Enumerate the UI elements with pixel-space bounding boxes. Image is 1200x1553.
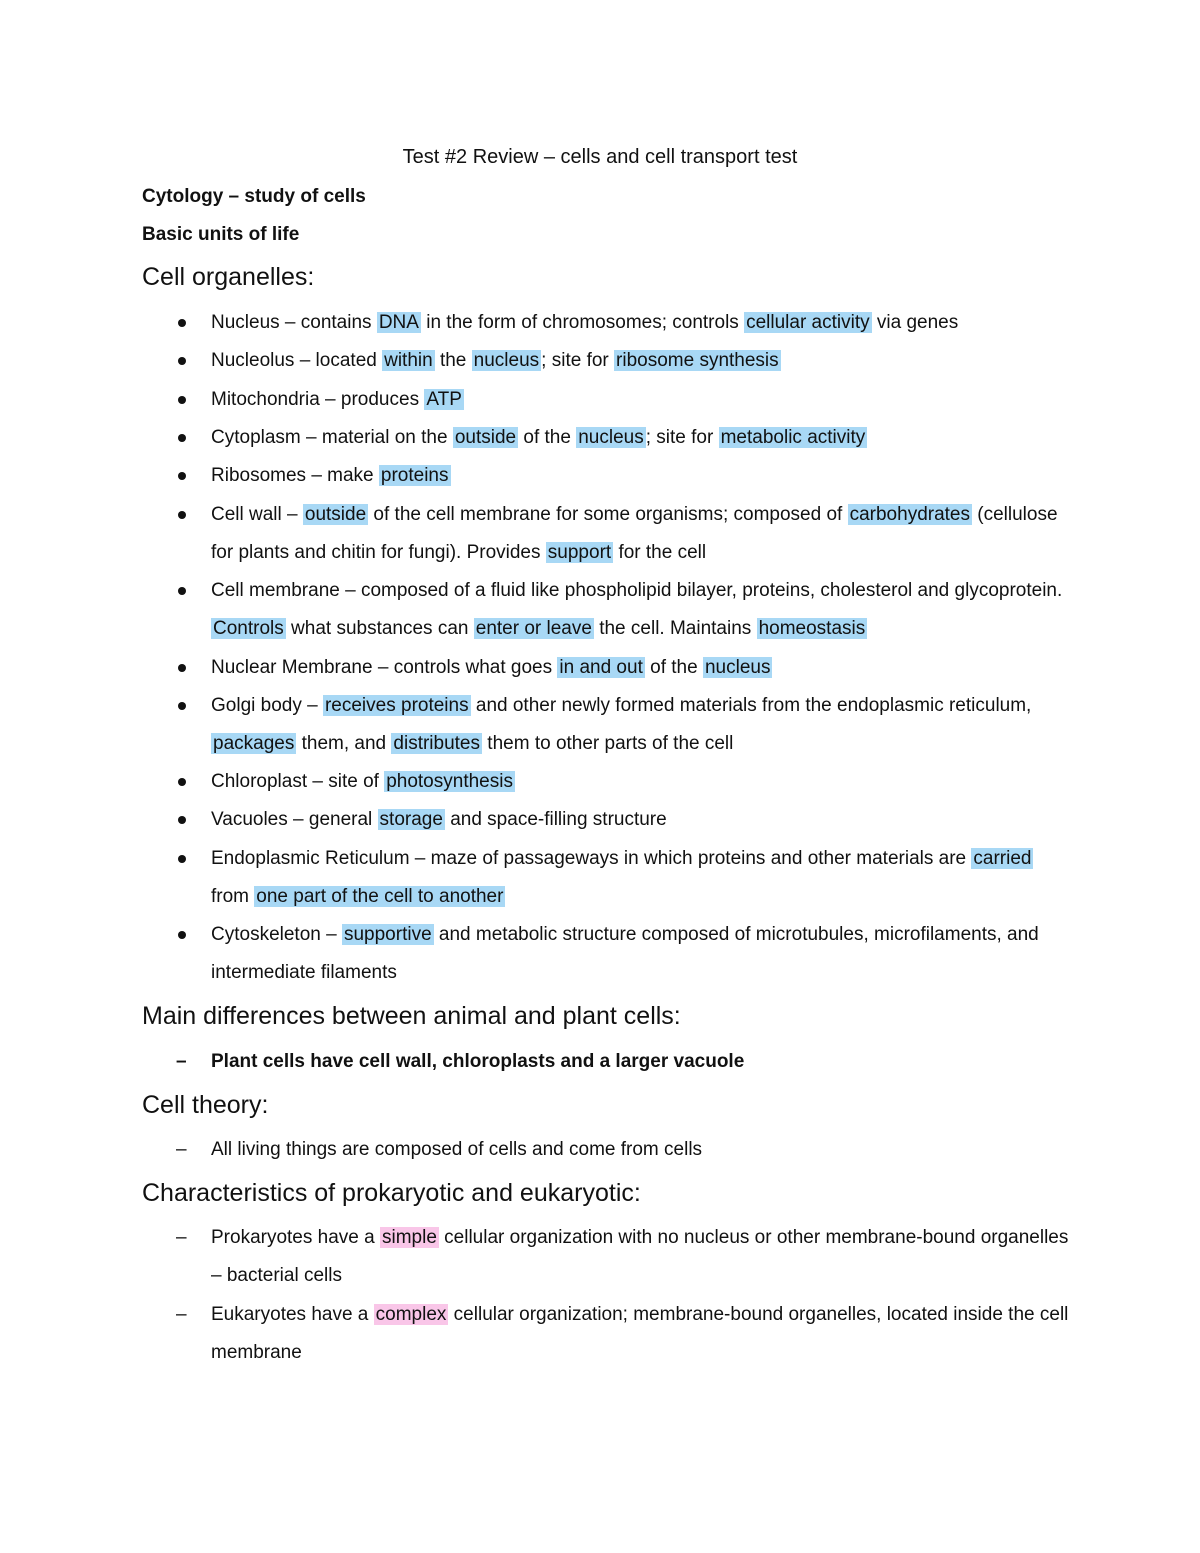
text-segment: Prokaryotes have a bbox=[211, 1227, 380, 1248]
text-segment: Golgi body – bbox=[211, 695, 323, 716]
bullet-icon bbox=[178, 396, 186, 404]
text-segment: and metabolic structure composed of microtubules, microfilaments, and intermediate filaments bbox=[211, 924, 1039, 983]
highlighted-term: nucleus bbox=[473, 350, 540, 371]
text-segment: via genes bbox=[871, 312, 959, 333]
text-segment: Nuclear Membrane – controls what goes bbox=[211, 657, 558, 678]
text-segment: and space-filling structure bbox=[444, 809, 667, 830]
text-segment: of the cell membrane for some organisms; composed of bbox=[368, 504, 848, 525]
list-item-text bbox=[211, 687, 1071, 763]
text-segment: of the bbox=[518, 427, 577, 448]
bullet-icon bbox=[178, 931, 186, 939]
text-segment: cellular organization; membrane-bound organelles, located inside the cell membrane bbox=[211, 1304, 1069, 1363]
list-item-text bbox=[211, 1219, 1071, 1295]
highlighted-term: carbohydrates bbox=[849, 504, 970, 525]
text-segment: (cellulose for plants and chitin for fungi). Provides bbox=[211, 504, 1058, 563]
list-item-text bbox=[211, 916, 1071, 992]
highlighted-term: in and out bbox=[559, 657, 643, 678]
highlighted-term: DNA bbox=[378, 312, 419, 333]
page-title: Test #2 Review – cells and cell transport test bbox=[402, 146, 798, 168]
highlighted-term: distributes bbox=[393, 733, 481, 754]
highlighted-term: nucleus bbox=[578, 427, 644, 448]
text-segment: Chloroplast – site of bbox=[211, 771, 385, 792]
bullet-icon bbox=[178, 816, 186, 824]
text-segment: from bbox=[211, 886, 255, 907]
text-segment: in the form of chromosomes; controls bbox=[420, 312, 745, 333]
list-item-text bbox=[211, 496, 1071, 572]
bullet-icon bbox=[178, 511, 186, 519]
dash-bullet-icon: – bbox=[176, 1139, 187, 1160]
dash-bullet-icon: – bbox=[176, 1051, 187, 1072]
text-segment: the bbox=[434, 350, 472, 371]
bullet-icon bbox=[178, 855, 186, 863]
text-segment: All living things are composed of cells and come from cells bbox=[211, 1139, 703, 1160]
text-segment: Nucleus – contains bbox=[211, 312, 377, 333]
highlighted-term: one part of the cell to another bbox=[256, 886, 504, 907]
text-segment: Vacuoles – general bbox=[211, 809, 378, 830]
text-segment: them to other parts of the cell bbox=[482, 733, 734, 754]
text-segment: Plant cells have cell wall, chloroplasts and a larger vacuole bbox=[211, 1051, 745, 1072]
highlighted-term: storage bbox=[379, 809, 443, 830]
text-segment: ; site for bbox=[645, 427, 719, 448]
highlighted-term: metabolic activity bbox=[720, 427, 866, 448]
bullet-icon bbox=[178, 434, 186, 442]
highlighted-term: outside bbox=[304, 504, 367, 525]
bullet-icon bbox=[178, 472, 186, 480]
text-segment: Cell wall – bbox=[211, 504, 303, 525]
highlighted-term: nucleus bbox=[704, 657, 771, 678]
highlighted-term: photosynthesis bbox=[386, 771, 513, 792]
highlighted-term: ribosome synthesis bbox=[616, 350, 779, 371]
text-segment: Ribosomes – make bbox=[211, 465, 379, 486]
bullet-icon bbox=[178, 357, 186, 365]
characteristics-heading: Characteristics of prokaryotic and eukaryotic: bbox=[142, 1179, 641, 1207]
text-segment: cellular organization with no nucleus or other membrane-bound organelles – bacterial cells bbox=[211, 1227, 1069, 1286]
list-item-text bbox=[211, 649, 1071, 687]
list-item-text bbox=[211, 304, 1071, 342]
basic-units-line: Basic units of life bbox=[142, 224, 300, 245]
bullet-icon bbox=[178, 319, 186, 327]
text-segment: Endoplasmic Reticulum – maze of passageways in which proteins and other materials are bbox=[211, 848, 972, 869]
highlighted-term: receives proteins bbox=[324, 695, 469, 716]
bullet-icon bbox=[178, 664, 186, 672]
highlighted-term: simple bbox=[381, 1227, 437, 1248]
text-segment: Nucleolus – located bbox=[211, 350, 383, 371]
list-item-text bbox=[211, 572, 1071, 648]
highlighted-term: cellular activity bbox=[746, 312, 870, 333]
text-segment: the cell. Maintains bbox=[593, 618, 757, 639]
highlighted-term: outside bbox=[454, 427, 517, 448]
list-item-text bbox=[211, 1043, 1071, 1081]
organelles-heading: Cell organelles: bbox=[142, 263, 315, 291]
text-segment: them, and bbox=[296, 733, 392, 754]
highlighted-term: Controls bbox=[213, 618, 284, 639]
highlighted-term: proteins bbox=[380, 465, 449, 486]
list-item-text bbox=[211, 1131, 1071, 1169]
text-segment: for the cell bbox=[613, 542, 707, 563]
text-segment: Mitochondria – produces bbox=[211, 389, 425, 410]
text-segment: Cytoskeleton – bbox=[211, 924, 342, 945]
highlighted-term: within bbox=[384, 350, 433, 371]
highlighted-term: supportive bbox=[343, 924, 432, 945]
highlighted-term: complex bbox=[375, 1304, 447, 1325]
cytology-definition: Cytology – study of cells bbox=[142, 186, 366, 207]
highlighted-term: packages bbox=[213, 733, 295, 754]
text-segment: Cell membrane – composed of a fluid like phospholipid bilayer, proteins, cholesterol and glycoprotein. bbox=[211, 580, 1063, 601]
text-segment: Cytoplasm – material on the bbox=[211, 427, 453, 448]
list-item-text bbox=[211, 1296, 1071, 1372]
dash-bullet-icon: – bbox=[176, 1304, 187, 1325]
dash-bullet-icon: – bbox=[176, 1227, 187, 1248]
list-item-text bbox=[211, 419, 1071, 457]
cell-theory-heading: Cell theory: bbox=[142, 1091, 269, 1119]
list-item-text bbox=[211, 342, 1071, 380]
text-segment: of the bbox=[644, 657, 703, 678]
highlighted-term: support bbox=[547, 542, 612, 563]
text-segment: and other newly formed materials from the endoplasmic reticulum, bbox=[470, 695, 1032, 716]
highlighted-term: homeostasis bbox=[758, 618, 866, 639]
list-item-text bbox=[211, 457, 1071, 495]
highlighted-term: ATP bbox=[426, 389, 462, 410]
highlighted-term: carried bbox=[973, 848, 1032, 869]
list-item-text bbox=[211, 381, 1071, 419]
list-item-text bbox=[211, 763, 1071, 801]
text-segment: ; site for bbox=[541, 350, 615, 371]
differences-heading: Main differences between animal and plant cells: bbox=[142, 1002, 681, 1030]
text-segment: Eukaryotes have a bbox=[211, 1304, 374, 1325]
bullet-icon bbox=[178, 778, 186, 786]
list-item-text bbox=[211, 801, 1071, 839]
highlighted-term: enter or leave bbox=[475, 618, 592, 639]
list-item-text bbox=[211, 840, 1071, 916]
text-segment: what substances can bbox=[285, 618, 474, 639]
bullet-icon bbox=[178, 587, 186, 595]
bullet-icon bbox=[178, 702, 186, 710]
